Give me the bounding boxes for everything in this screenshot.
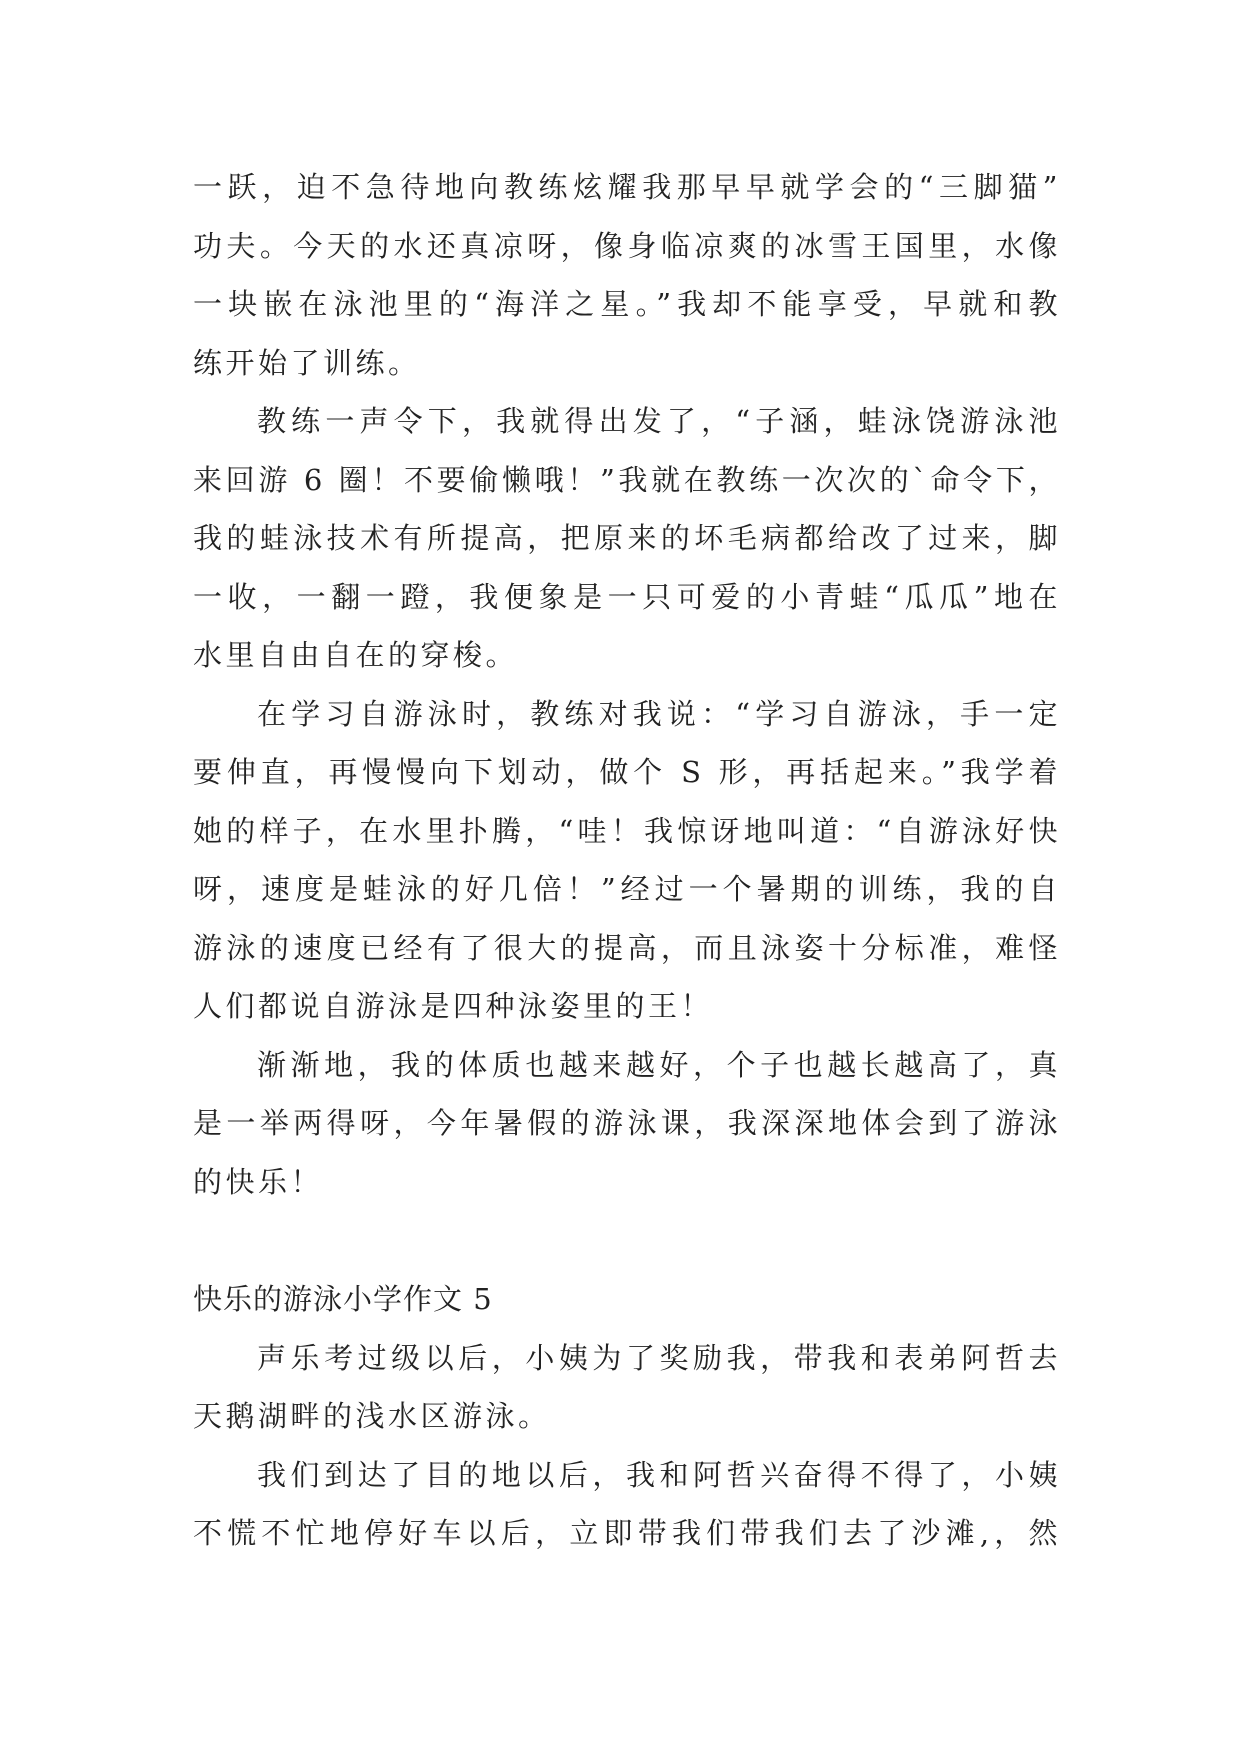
paragraph-6: [193, 1446, 1061, 1563]
text-line: 水里自由自在的穿梭。: [193, 638, 519, 672]
text-line: 游泳的速度已经有了很大的提高，而且泳姿十分标准，难怪: [193, 930, 1061, 965]
paragraph-continued: [193, 158, 1061, 392]
text-line: 教练一声令下，我就得出发了，“子涵，蛙泳饶游泳池: [257, 404, 1061, 438]
text-line: 在学习自游泳时，教练对我说：“学习自游泳，手一定: [257, 696, 1061, 731]
section-gap: [193, 1211, 1061, 1270]
text-line: 一收，一翻一蹬，我便象是一只可爱的小青蛙“瓜瓜”地在: [193, 579, 1061, 614]
paragraph-5: [193, 1329, 1061, 1446]
text-line: 我们到达了目的地以后，我和阿哲兴奋得不得了，小姨: [257, 1457, 1061, 1492]
text-line: 功夫。今天的水还真凉呀，像身临凉爽的冰雪王国里，水像: [193, 228, 1061, 263]
paragraph-3: [193, 685, 1061, 1036]
text-line: 是一举两得呀，今年暑假的游泳课，我深深地体会到了游泳: [193, 1106, 1061, 1140]
text-line: 我的蛙泳技术有所提高，把原来的坏毛病都给改了过来，脚: [193, 521, 1061, 555]
paragraph-2: [193, 392, 1061, 685]
text-line: 天鹅湖畔的浅水区游泳。: [193, 1399, 551, 1433]
text-line: 的快乐！: [193, 1164, 324, 1199]
text-line: 一块嵌在泳池里的“海洋之星。”我却不能享受，早就和教: [193, 287, 1061, 321]
text-line: 声乐考过级以后，小姨为了奖励我，带我和表弟阿哲去: [257, 1340, 1061, 1375]
section-heading: 快乐的游泳小学作文 5: [193, 1282, 493, 1316]
text-line: 练开始了训练。: [193, 345, 421, 380]
text-line: 呀，速度是蛙泳的好几倍！”经过一个暑期的训练，我的自: [193, 872, 1061, 906]
text-line: 人们都说自游泳是四种泳姿里的王！: [193, 989, 714, 1023]
document-body: [193, 158, 1061, 1563]
text-line: 渐渐地，我的体质也越来越好，个子也越长越高了，真: [257, 1047, 1061, 1082]
paragraph-4: [193, 1036, 1061, 1212]
text-line: 她的样子，在水里扑腾，“哇！我惊讶地叫道：“自游泳好快: [193, 813, 1061, 848]
text-line: 一跃，迫不急待地向教练炫耀我那早早就学会的“三脚猫”: [193, 170, 1061, 204]
text-line: 来回游 6 圈！不要偷懒哦！”我就在教练一次次的`命令下，: [193, 462, 1061, 497]
text-line: 不慌不忙地停好车以后，立即带我们带我们去了沙滩,，然: [193, 1516, 1061, 1550]
text-line: 要伸直，再慢慢向下划动，做个 S 形，再括起来。”我学着: [193, 755, 1061, 789]
